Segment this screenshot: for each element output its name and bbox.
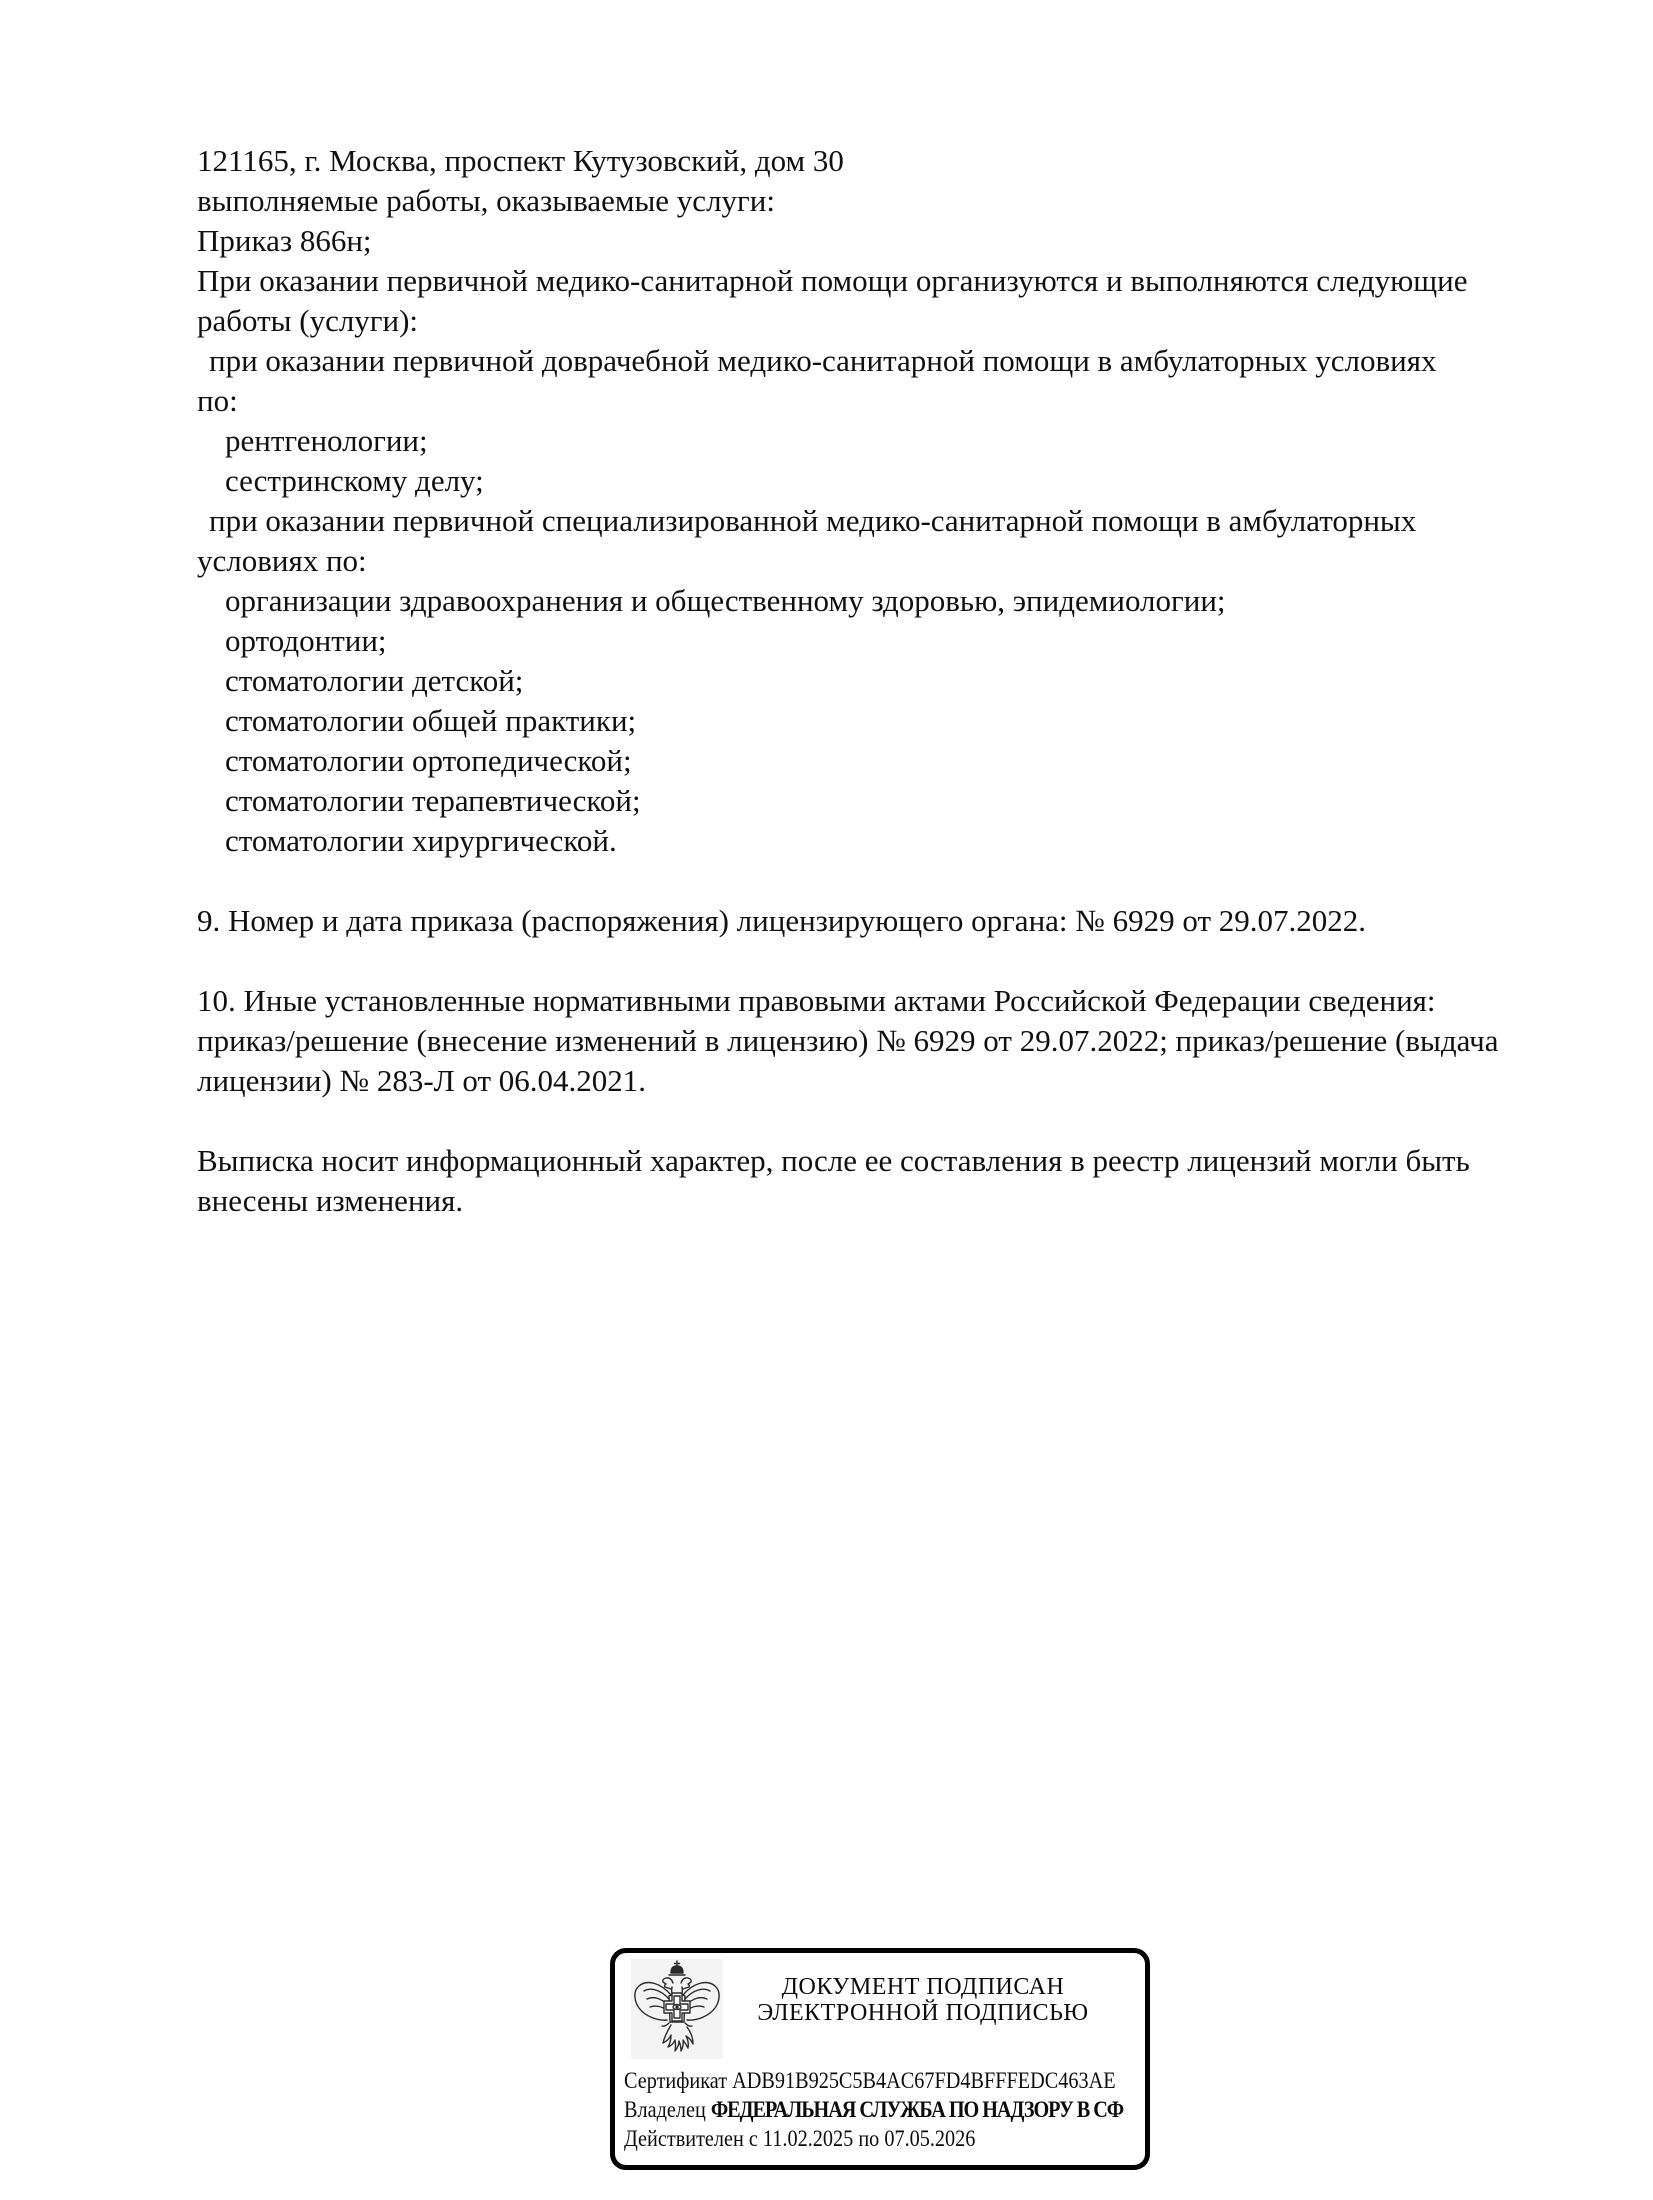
document-body <box>197 141 1542 1221</box>
document-line: рентгенологии; <box>225 423 428 458</box>
document-line: при оказании первичной специализированной медико-санитарной помощи в амбулаторных <box>209 503 1417 538</box>
validity-line: Действителен с 11.02.2025 по 07.05.2026 <box>624 2126 976 2151</box>
blank-line <box>197 941 1542 981</box>
document-line: Выписка носит информационный характер, после ее составления в реестр лицензий могли быть <box>197 1143 1470 1178</box>
document-line: При оказании первичной медико-санитарной помощи организуются и выполняются следующие <box>197 263 1468 298</box>
document-line: выполняемые работы, оказываемые услуги: <box>197 183 775 218</box>
document-line: условиях по: <box>197 543 367 578</box>
document-line: стоматологии общей практики; <box>225 703 637 738</box>
document-line: 9. Номер и дата приказа (распоряжения) лицензирующего органа: № 6929 от 29.07.2022. <box>197 903 1366 938</box>
stamp-title <box>727 1974 1119 2026</box>
signature-stamp <box>610 1948 1150 2170</box>
document-line: лицензии) № 283-Л от 06.04.2021. <box>197 1063 647 1098</box>
owner-label: Владелец <box>624 2097 706 2122</box>
double-headed-eagle-icon <box>631 1959 723 2059</box>
document-line: ортодонтии; <box>225 623 387 658</box>
owner-value: ФЕДЕРАЛЬНАЯ СЛУЖБА ПО НАДЗОРУ В СФ <box>710 2097 1124 2122</box>
stamp-title-line2: ЭЛЕКТРОННОЙ ПОДПИСЬЮ <box>757 2000 1089 2026</box>
document-line: организации здравоохранения и общественному здоровью, эпидемиологии; <box>225 583 1226 618</box>
stamp-info <box>624 2066 1150 2153</box>
certificate-label: Сертификат <box>624 2068 728 2093</box>
owner-line <box>624 2095 1150 2124</box>
document-line: работы (услуги): <box>197 303 419 338</box>
document-line: Приказ 866н; <box>197 223 372 258</box>
document-line: 10. Иные установленные нормативными правовыми актами Российской Федерации сведения: <box>197 983 1436 1018</box>
certificate-line <box>624 2066 1150 2095</box>
document-line: 121165, г. Москва, проспект Кутузовский, дом 30 <box>197 143 844 178</box>
document-line: сестринскому делу; <box>225 463 484 498</box>
document-line: стоматологии детской; <box>225 663 524 698</box>
document-line: внесены изменения. <box>197 1183 464 1218</box>
stamp-title-line1: ДОКУМЕНТ ПОДПИСАН <box>781 1974 1065 2000</box>
document-line: стоматологии ортопедической; <box>225 743 632 778</box>
document-line: стоматологии терапевтической; <box>225 783 641 818</box>
certificate-value: ADB91B925C5B4AC67FD4BFFFEDC463AE <box>732 2068 1116 2093</box>
blank-line <box>197 1101 1542 1141</box>
blank-line <box>197 861 1542 901</box>
document-line: при оказании первичной доврачебной медико-санитарной помощи в амбулаторных условиях <box>209 343 1437 378</box>
document-line: приказ/решение (внесение изменений в лицензию) № 6929 от 29.07.2022; приказ/решение (выдача <box>197 1023 1499 1058</box>
document-line: по: <box>197 383 238 418</box>
document-line: стоматологии хирургической. <box>225 823 617 858</box>
